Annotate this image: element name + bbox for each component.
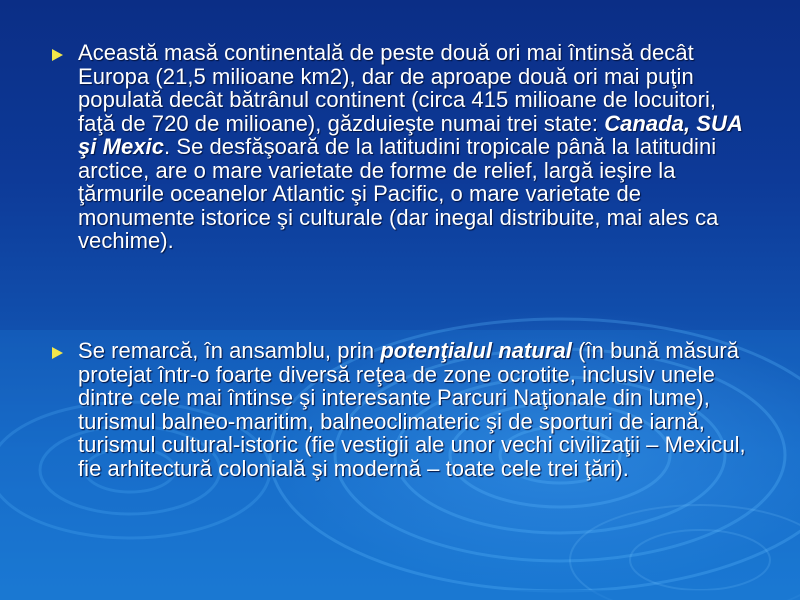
- bullet-1-text-start: Această masă continentală de peste două ori mai întinsă decât Europa (21,5 milioane km2), dar de aproape două ori mai puţin populată decât bătrânul continent (circa 415 milioane de locuitori, faţă de 720 de milioane), găzduieşte numai trei state:: [78, 40, 717, 136]
- bullet-2-emphasis: potenţialul natural: [380, 338, 572, 363]
- bullet-1-text-end: . Se desfăşoară de la latitudini tropicale până la latitudini arctice, are o mare varietate de forme de relief, largă ieşire la ţărmurile oceanelor Atlantic şi Pacific, o mare varietate de monumente istorice şi culturale (dar inegal distribuite, mai ales ca vechime).: [78, 134, 719, 253]
- bullet-2-text-end: (în bună măsură protejat într-o foarte diversă reţea de zone ocrotite, inclusiv unele dintre cele mai întinse şi interesante Parcuri Naţionale din lume), turismul balneo-maritim, balneoclimateric şi de sporturi de iarnă, turismul cultural-istoric (fie vestigii ale unor vechi civilizaţii – Mexicul, fie arhitectură colonială şi modernă – toate cele trei ţări).: [78, 338, 746, 481]
- bullet-text-1: [78, 41, 750, 253]
- bullet-paragraph-2: [50, 339, 750, 480]
- triangle-bullet-icon: [50, 41, 78, 62]
- bullet-paragraph-1: [50, 41, 750, 253]
- bullet-2-text-start: Se remarcă, în ansamblu, prin: [78, 338, 381, 363]
- bullet-1-emphasis: Canada, SUA şi Mexic: [78, 110, 743, 159]
- triangle-bullet-icon: [50, 339, 78, 360]
- bullet-text-2: [78, 339, 750, 480]
